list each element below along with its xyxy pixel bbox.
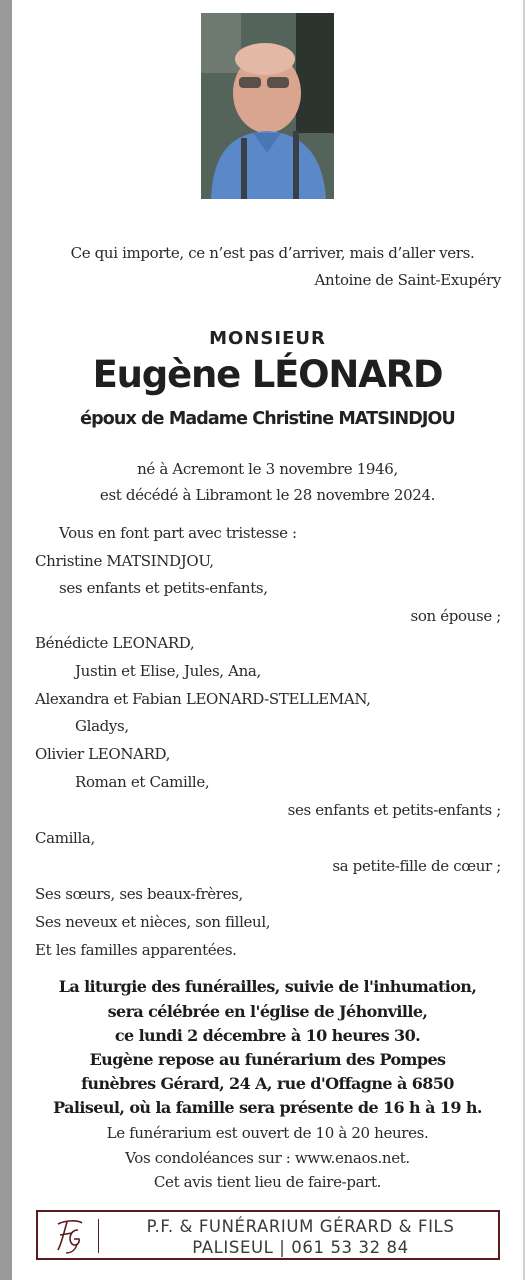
footer-divider (98, 1219, 99, 1253)
family-line: Justin et Elise, Jules, Ana, (75, 662, 261, 680)
family-line: Ses neveux et nièces, son filleul, (35, 913, 271, 931)
condolences-line: Vos condoléances sur : www.enaos.net. (125, 1149, 410, 1167)
funeral-info-line: sera célébrée en l'église de Jéhonville, (107, 1002, 428, 1021)
family-line: Alexandra et Fabian LEONARD-STELLEMAN, (35, 690, 371, 708)
family-line: Olivier LEONARD, (35, 745, 171, 763)
funerarium-hours: Le funérarium est ouvert de 10 à 20 heures. (106, 1124, 429, 1142)
family-line: ses enfants et petits-enfants, (59, 579, 268, 597)
funeral-home-name: P.F. & FUNÉRARIUM GÉRARD & FILS (146, 1217, 455, 1236)
funeral-info-line: Paliseul, où la famille sera présente de 16 h à 19 h. (53, 1098, 482, 1117)
notice-line: Cet avis tient lieu de faire-part. (153, 1173, 382, 1191)
quote-text: Ce qui importe, ce n’est pas d’arriver, mais d’aller vers. (70, 244, 475, 262)
family-line: ses enfants et petits-enfants ; (287, 801, 501, 819)
family-line: Et les familles apparentées. (35, 941, 237, 959)
quote-author: Antoine de Saint-Exupéry (314, 271, 501, 289)
death-line: est décédé à Libramont le 28 novembre 2024. (99, 486, 436, 504)
funeral-info-line: funèbres Gérard, 24 A, rue d'Offagne à 6850 (81, 1074, 454, 1093)
family-line: sa petite-fille de cœur ; (332, 857, 501, 875)
funeral-info-line: Eugène repose au funérarium des Pompes (89, 1050, 446, 1069)
honorific: MONSIEUR (209, 328, 326, 349)
funeral-info-line: ce lundi 2 décembre à 10 heures 30. (114, 1026, 421, 1045)
family-intro: Vous en font part avec tristesse : (59, 524, 297, 542)
monogram-logo-icon (50, 1216, 88, 1256)
family-line: Roman et Camille, (75, 773, 210, 791)
funeral-home-contact: PALISEUL | 061 53 32 84 (192, 1238, 409, 1257)
funeral-info-line: La liturgie des funérailles, suivie de l'inhumation, (58, 977, 477, 996)
deceased-name: Eugène LÉONARD (92, 353, 443, 396)
portrait-photo (201, 13, 334, 199)
family-line: Gladys, (75, 717, 129, 735)
spouse-line: époux de Madame Christine MATSINDJOU (80, 409, 455, 429)
family-line: Bénédicte LEONARD, (35, 634, 195, 652)
birth-line: né à Acremont le 3 novembre 1946, (137, 460, 398, 478)
family-line: Camilla, (35, 829, 95, 847)
funeral-home-banner (36, 1210, 500, 1260)
family-line: Christine MATSINDJOU, (35, 552, 214, 570)
family-line: son épouse ; (410, 607, 501, 625)
family-line: Ses sœurs, ses beaux-frères, (35, 885, 243, 903)
